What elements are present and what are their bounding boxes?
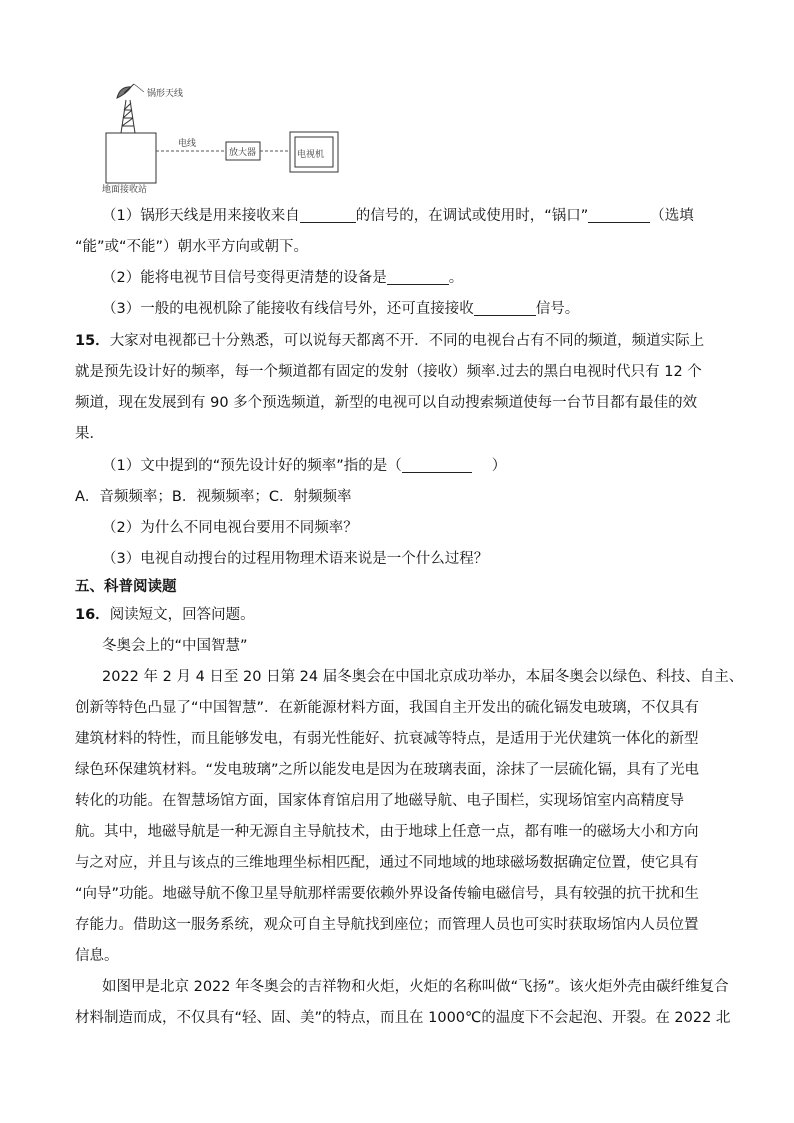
q14-part3-text-b: 信号。 [535,301,580,317]
q15-text-line1: 大家对电视都已十分熟悉，可以说每天都离不开．不同的电视台占有不同的频道，频道实际上 [109,333,705,349]
q15-sub1 [102,456,506,476]
q16-para2-line2: 材料制造而成，不仅具有“轻、固、美”的特点，而且在 1000℃的温度下不会起泡、开裂。在 2022 北 [75,1010,731,1026]
dish-antenna-icon [117,84,144,98]
cable-label: 电线 [178,139,197,149]
q15-line2: 就是预先设计好的频率，每一个频道都有固定的发射（接收）频率.过去的黑白电视时代只有 12 个 [75,364,702,380]
q14-part2-text-b: 。 [448,270,464,286]
q14-part1-line1 [102,206,694,226]
ground-station-label: 地面接收站 [102,185,148,195]
q14-part1-line2: “能”或“不能”）朝水平方向或朝下。 [75,239,309,255]
q16-para1-line10: 信息。 [75,948,119,964]
q15-sub1-text-b: ） [491,458,507,474]
q14-part2 [102,268,463,288]
q16-para1-line9: 存能力。借助这一服务系统，观众可自主导航找到座位；而管理人员也可实时获取场馆内人员位置 [75,917,699,933]
q16-intro-text: 阅读短文，回答问题。 [109,607,255,623]
q15-sub2: （2）为什么不同电视台要用不同频率？ [102,520,358,536]
q14-part1-blank-b[interactable] [588,206,650,223]
q15-line4: 果． [75,426,104,442]
q15-sub3: （3）电视自动搜台的过程用物理术语来说是一个什么过程？ [102,551,489,567]
q16-para1-line7: 与之对应，并且与该点的三维地理坐标相匹配，通过不同地域的地球磁场数据确定位置，使它具有 [75,855,699,871]
amplifier-label: 放大器 [229,148,257,158]
section5-heading: 五、科普阅读题 [75,579,177,595]
q16-intro [75,605,255,625]
ground-station-box [106,133,156,183]
q14-part3-blank[interactable] [474,299,536,316]
q16-para1-line1: 2022 年 2 月 4 日至 20 日第 24 届冬奥会在中国北京成功举办，本届冬奥会以绿色、科技、自主、 [102,669,744,685]
q16-article-title: 冬奥会上的“中国智慧” [102,638,248,654]
q15-sub1-text-a: （1）文中提到的“预先设计好的频率”指的是（ [102,458,402,474]
q15-line1 [75,331,704,351]
q16-para1-line6: 航。其中，地磁导航是一种无源自主导航技术，由于地球上任意一点，都有唯一的磁场大小和方向 [75,824,699,840]
q14-part2-blank[interactable] [387,268,449,285]
q15-line3: 频道，现在发展到有 90 多个预选频道，新型的电视可以自动搜索频道使每一台节目都有最佳的效 [75,395,698,411]
q14-part1-text-c: （选填 [650,208,694,224]
q14-part2-text-a: （2）能将电视节目信号变得更清楚的设备是 [102,270,387,286]
q14-part1-text-a: （1）锅形天线是用来接收来自 [102,208,300,224]
tv-signal-diagram [98,78,368,196]
tv-label: 电视机 [297,150,325,160]
q16-para1-line2: 创新等特色凸显了“中国智慧”．在新能源材料方面，我国自主开发出的硫化镉发电玻璃，不仅具有 [75,700,700,716]
q16-para2-line1: 如图甲是北京 2022 年冬奥会的吉祥物和火炬，火炬的名称叫做“飞扬”。该火炬外壳由碳纤维复合 [102,979,729,995]
antenna-label: 锅形天线 [147,89,184,99]
q16-number: 16． [75,607,110,623]
antenna-tower-icon [121,100,135,133]
q15-sub1-blank[interactable] [402,456,472,473]
q15-number: 15． [75,333,110,349]
q16-para1-line4: 绿色环保建筑材料。“发电玻璃”之所以能发电是因为在玻璃表面，涂抹了一层硫化镉，具有了光电 [75,762,700,778]
q14-part1-blank-a[interactable] [300,206,356,223]
q16-para1-line5: 转化的功能。在智慧场馆方面，国家体育馆启用了地磁导航、电子围栏，实现场馆室内高精度导 [75,793,684,809]
q14-part1-text-b: 的信号的，在调试或使用时，“锅口” [355,208,589,224]
q15-options: A．音频频率；B．视频频率；C．射频频率 [75,489,352,505]
q16-para1-line8: “向导”功能。地磁导航不像卫星导航那样需要依赖外界设备传输电磁信号，具有较强的抗干扰和生 [75,886,700,902]
q14-part3 [102,299,579,319]
q16-para1-line3: 建筑材料的特性，而且能够发电，有弱光性能好、抗衰减等特点，是适用于光伏建筑一体化的新型 [75,731,699,747]
q14-part3-text-a: （3）一般的电视机除了能接收有线信号外，还可直接接收 [102,301,474,317]
